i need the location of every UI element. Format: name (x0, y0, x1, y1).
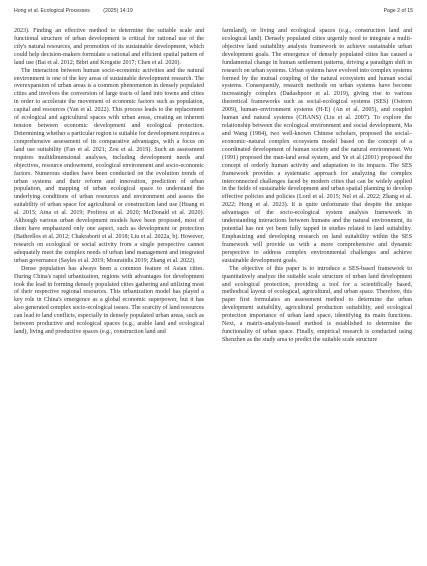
paragraph: The objective of this paper is to introduce a SES-based framework to quantitatively analyze the suitable scale structure of urban land development and ecological protection, providing a tool for a scientifically based, methodical layout of ecological, agricultural, and urban space. Therefore, this paper first formulates an assessment method to determine the urban development suitability, agricultural production suitability, and ecological protection importance of urban land space, identifying its main functions. Next, a matrix-analysis-based method is established to determine the functionality of urban space. Finally, empirical research is conducted using Shenzhen as the study area to predict the suitable scale structure (222, 265, 412, 343)
paragraph: Dense population has always been a common feature of Asian cities. During China's rapid urbanization, regions with advantages for development took the lead in forming densely populated cities gathering and utilizing most of their respective regional resources. This urbanization model has played a key role in China's emergence as a global economic superpower, but it has also generated complex socio-ecological issues. The scarcity of land resources can lead to land conflicts, especially in densely populated urban areas, such as between productive and ecological spaces (e.g., arable land and ecological land), living and productive spaces (e.g., construction land and (14, 265, 204, 336)
header-left (14, 8, 145, 14)
page-number: Page 2 of 15 (383, 8, 413, 14)
left-column (14, 28, 204, 337)
paragraph: farmland), or living and ecological spaces (e.g., construction land and ecological land). Densely populated cities urgently need to integrate a multi-objective land suitability analysis framework to achieve sustainable urban development goals. The emergence of densely populated cities has caused a fundamental change in human settlement patterns, driving a paradigm shift in research on urban systems. Urban systems have evolved into complex systems formed by the mutual coupling of the natural ecosystem and human social systems. Consequently, research methods on urban systems have become increasingly complex (Dadashpoor et al. 2019), giving rise to various theoretical frameworks such as social-ecological systems (SES) (Ostrom 2009), human–environment systems (H-E) (An et al. 2005), and coupled human and natural systems (CHANS) (Liu et al. 2007). To explore the relationship between the ecological environment and social development, Ma and Wang (1984), two well-known Chinese scholars, proposed the social–economic–natural complex ecosystem model based on the concept of a coordinated development of human society and the natural environment. Wu (1991) proposed the man-land areal system, and Ye et al (2001) proposed the concept of orderly human activity and adaptation to its impacts. The SES framework provides a systematic approach for analyzing the complex interconnected challenges faced by modern cities that can be widely applied in the fields of sustainable development and urban spatial planning to develop effective policies and policies (Lord et al. 2015; Nel et al. 2022; Zhang et al. 2022; Hong et al. 2023). It is quite unfortunate that despite the unique advantages of the socio-ecological system analysis framework in understanding interactions between humans and the natural environment, its potential has not yet been fully tapped in studies related to land suitability. Emphasizing and developing research on land suitability within the SES framework will provide us with a more comprehensive and dynamic perspective to address complex environmental challenges and achieve sustainable development goals. (222, 28, 412, 264)
journal-authors: Hong et al. Ecological Processes (14, 8, 90, 14)
running-header (14, 8, 413, 14)
paragraph: The interaction between human socio-economic activities and the natural environment is one of the key areas of sustainable development research. The overexpansion of urban areas is a common phenomenon in densely populated cities and involves the conversion of large tracts of land into towns and cities in order to accelerate the movement of economic factors such as population, capital and resources (Yan et al. 2022). This process leads to the replacement of ecological and agricultural spaces with urban areas, creating an inherent tension between economic development and ecological protection. Determining whether a particular region is suitable for development requires a comprehensive assessment of its comparative advantages, with a focus on land use suitability (Fan et al. 2021; Zou et al. 2019). Such an assessment requires multidimensional analyses, including development needs and objectives, resource endowment, ecological environment and socio-economic factors. Numerous studies have been conducted on the evolution trends of urban systems and their reform and innovation, prediction of urban population, and mapping of urban ecological space to understand the underlying conditions of urban resources and environment and assess the suitability of urban space for agricultural or construction land use (Huang et al. 2015; Aina et al. 2019; Profirou et al. 2020; McDonald et al. 2020). Although various urban development models have been proposed, most of them have emphasized only one aspect, such as development or protection (Bathrellos et al. 2012; Chakraborti et al. 2018; Liu et al. 2022a, b). However, research on ecological or social activity from a single perspective cannot adequately meet the complex needs of urban land management and integrated urban governance (Sayles et al. 2019; Mouratidis 2019; Zhang et al. 2022). (14, 67, 204, 264)
journal-volume: (2025) 14:19 (103, 8, 133, 14)
paragraph: 2023). Finding an effective method to determine the suitable scale and functional structure of urban development is critical for rational use of the city's natural resources, and promotion of its sustainable development, which could help decision-makers formulate a rational and efficient spatial pattern of land use (Bai et al. 2012; Bibri and Krogstie 2017; Chen et al. 2020). (14, 28, 204, 66)
right-column (222, 28, 412, 345)
